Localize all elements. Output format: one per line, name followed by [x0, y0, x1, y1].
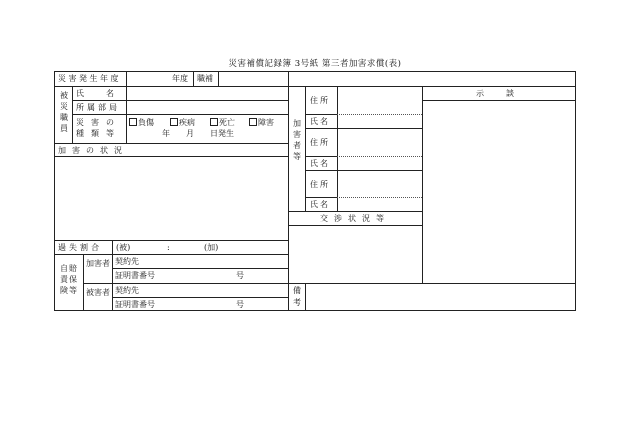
victim-label: 被災職員 — [60, 91, 68, 133]
victim-cert-label: 証明書番号 — [115, 300, 155, 309]
frame-left-line — [54, 71, 55, 311]
perp-contract-label: 契約先 — [115, 257, 139, 266]
ins-victim-label: 被害者 — [86, 288, 110, 297]
row-line — [305, 114, 338, 115]
remarks-label: 備考 — [293, 286, 301, 307]
row-line — [305, 197, 338, 198]
situation-field[interactable] — [56, 158, 286, 238]
date-day: 日発生 — [210, 129, 234, 138]
middle-right-border — [422, 86, 423, 283]
cell-line — [193, 71, 194, 86]
perp-cert-go: 号 — [236, 271, 244, 280]
date-year: 年 — [162, 129, 170, 138]
dept-label: 所属部局 — [76, 103, 120, 112]
dotted-line — [337, 197, 422, 198]
frame-right-line — [575, 71, 576, 311]
row-line — [288, 283, 576, 284]
row-line — [54, 254, 289, 255]
row-line — [54, 240, 289, 241]
perp-label-column-border — [305, 86, 306, 211]
row-line — [54, 156, 289, 157]
perp1-name-label: 氏名 — [310, 117, 330, 126]
perp-field-label-border — [337, 86, 338, 211]
victim-name-label: 氏名 — [76, 89, 136, 98]
perp2-address-label: 住所 — [310, 138, 330, 147]
document-title: 災害補償記録簿 3号紙 第三者加害求償(表) — [228, 59, 402, 69]
disaster-year-label: 災害発生年度 — [58, 74, 121, 83]
date-month: 月 — [186, 129, 194, 138]
checkbox[interactable] — [210, 118, 218, 126]
row-line — [112, 268, 289, 269]
row-line — [83, 283, 289, 284]
dotted-line — [337, 114, 422, 115]
fault-perp: (加) — [204, 243, 219, 252]
shokuho-label: 職補 — [197, 74, 213, 83]
dotted-line — [337, 156, 422, 157]
type-option-injury[interactable]: 負傷 — [129, 118, 154, 128]
checkbox[interactable] — [249, 118, 257, 126]
perp2-name-label: 氏名 — [310, 159, 330, 168]
left-panel-border — [288, 86, 289, 311]
situation-label: 加害の状況 — [58, 146, 128, 155]
remarks-label-column-border — [305, 283, 306, 311]
type-option-illness[interactable]: 疾病 — [170, 118, 195, 128]
row-line — [305, 156, 338, 157]
perpetrator-label: 加害者等 — [293, 119, 301, 161]
row-line — [288, 86, 576, 87]
perp1-address-label: 住所 — [310, 96, 330, 105]
victim-cert-go: 号 — [236, 300, 244, 309]
type-option-death[interactable]: 死亡 — [210, 118, 235, 128]
row-line — [72, 114, 289, 115]
cell-line — [112, 240, 113, 254]
frame-top-line — [54, 71, 576, 72]
insurance-label: 自賠責保険等 — [60, 264, 78, 295]
row-line — [112, 297, 289, 298]
type-label-2: 種類等 — [76, 129, 121, 138]
row-line — [54, 86, 289, 87]
fault-victim: (被) — [116, 243, 131, 252]
cell-line — [288, 71, 289, 86]
nendo-label: 年度 — [172, 74, 188, 83]
row-line — [72, 100, 289, 101]
cell-line — [218, 71, 219, 86]
instructions-label: 示談 — [476, 89, 536, 98]
row-line — [305, 128, 423, 129]
row-line — [422, 100, 576, 101]
perp-cert-label: 証明書番号 — [115, 271, 155, 280]
row-line — [305, 170, 423, 171]
perp3-address-label: 住所 — [310, 180, 330, 189]
row-line — [54, 143, 289, 144]
victim-contract-label: 契約先 — [115, 286, 139, 295]
ins-perp-label: 加害者 — [86, 259, 110, 268]
fault-colon: : — [167, 243, 170, 252]
cell-line — [126, 71, 127, 86]
row-line — [288, 211, 423, 212]
perp3-name-label: 氏名 — [310, 200, 330, 209]
frame-bottom-line — [54, 310, 576, 311]
fault-ratio-label: 過失割合 — [58, 243, 102, 252]
type-option-disability[interactable]: 障害 — [249, 118, 274, 128]
row-line — [288, 225, 423, 226]
checkbox[interactable] — [170, 118, 178, 126]
checkbox[interactable] — [129, 118, 137, 126]
negotiation-label: 交渉状況等 — [320, 214, 390, 223]
type-label-1: 災害の — [76, 118, 121, 127]
